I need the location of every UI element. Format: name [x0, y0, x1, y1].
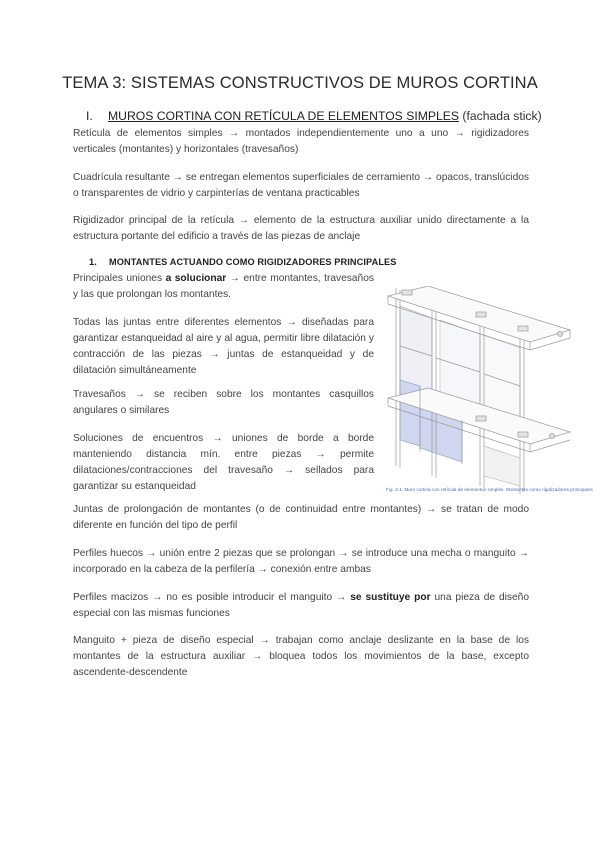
uniones-text-rest: → entre montantes, travesaños y las que prolongan los montantes.: [73, 273, 374, 300]
paragraph-rigidizador: Rigidizador principal de la retícula → elemento de la estructura auxiliar unido directamente a la estructura portante del edificio a través de las piezas de anclaje: [73, 215, 529, 242]
paragraph-uniones: [73, 271, 374, 303]
curtain-wall-figure: [380, 286, 576, 496]
paragraph-manguito: Manguito + pieza de diseño especial → trabajan como anclaje deslizante en la base de los montantes de la estructura auxiliar → bloquea todos los movimientos de la base, excepto ascendente-descendente: [73, 635, 529, 678]
subsection-number: 1.: [89, 257, 97, 267]
section-subtitle: (fachada stick): [459, 109, 542, 123]
paragraph-perfiles-huecos: Perfiles huecos → unión entre 2 piezas que se prolongan → se introduce una mecha o manguito → incorporado en la cabeza de la perfilería → conexión entre ambas: [73, 548, 529, 575]
uniones-text: Principales uniones: [73, 273, 166, 284]
section-heading: [86, 109, 542, 123]
section-title: MUROS CORTINA CON RETÍCULA DE ELEMENTOS SIMPLES: [108, 109, 460, 123]
uniones-emphasis: a solucionar: [165, 273, 227, 284]
subsection-title: MONTANTES ACTUANDO COMO RIGIDIZADORES PRINCIPALES: [109, 257, 397, 267]
paragraph-cuadricula: Cuadrícula resultante → se entregan elementos superficiales de cerramiento → opacos, translúcidos o transparentes de vidrio y carpinterías de ventana practicables: [73, 172, 529, 199]
page-title: TEMA 3: SISTEMAS CONSTRUCTIVOS DE MUROS CORTINA: [62, 74, 538, 92]
paragraph-encuentros: Soluciones de encuentros → uniones de borde a borde manteniendo distancia mín. entre piezas → permite dilataciones/contracciones del travesaño → sellados para garantizar su estanqueidad: [73, 433, 374, 492]
paragraph-reticula: Retícula de elementos simples → montados independientemente uno a uno → rigidizadores verticales (montantes) y horizontales (travesaños): [73, 128, 529, 155]
macizos-text: Perfiles macizos → no es posible introducir el manguito →: [73, 592, 351, 603]
macizos-emphasis: se sustituye por: [350, 592, 431, 603]
subsection-heading: [89, 257, 397, 267]
section-number: I.: [86, 109, 93, 123]
paragraph-perfiles-macizos: [73, 590, 529, 622]
paragraph-prolongacion: Juntas de prolongación de montantes (o de continuidad entre montantes) → se tratan de modo diferente en función del tipo de perfil: [73, 504, 529, 531]
figure-caption: Fig. 3.1. Muro cortina con retícula de elementos simples. Montantes como rigidizadores principales: [386, 487, 593, 492]
macizos-text-rest: una pieza de diseño especial con las mismas funciones: [73, 592, 529, 619]
paragraph-juntas: Todas las juntas entre diferentes elementos → diseñadas para garantizar estanqueidad al aire y al agua, permitir libre dilatación y contracción de las piezas → juntas de estanqueidad y de dilatación simultáneamente: [73, 317, 374, 376]
paragraph-travesanos: Travesaños → se reciben sobre los montantes casquillos angulares o similares: [73, 389, 374, 416]
